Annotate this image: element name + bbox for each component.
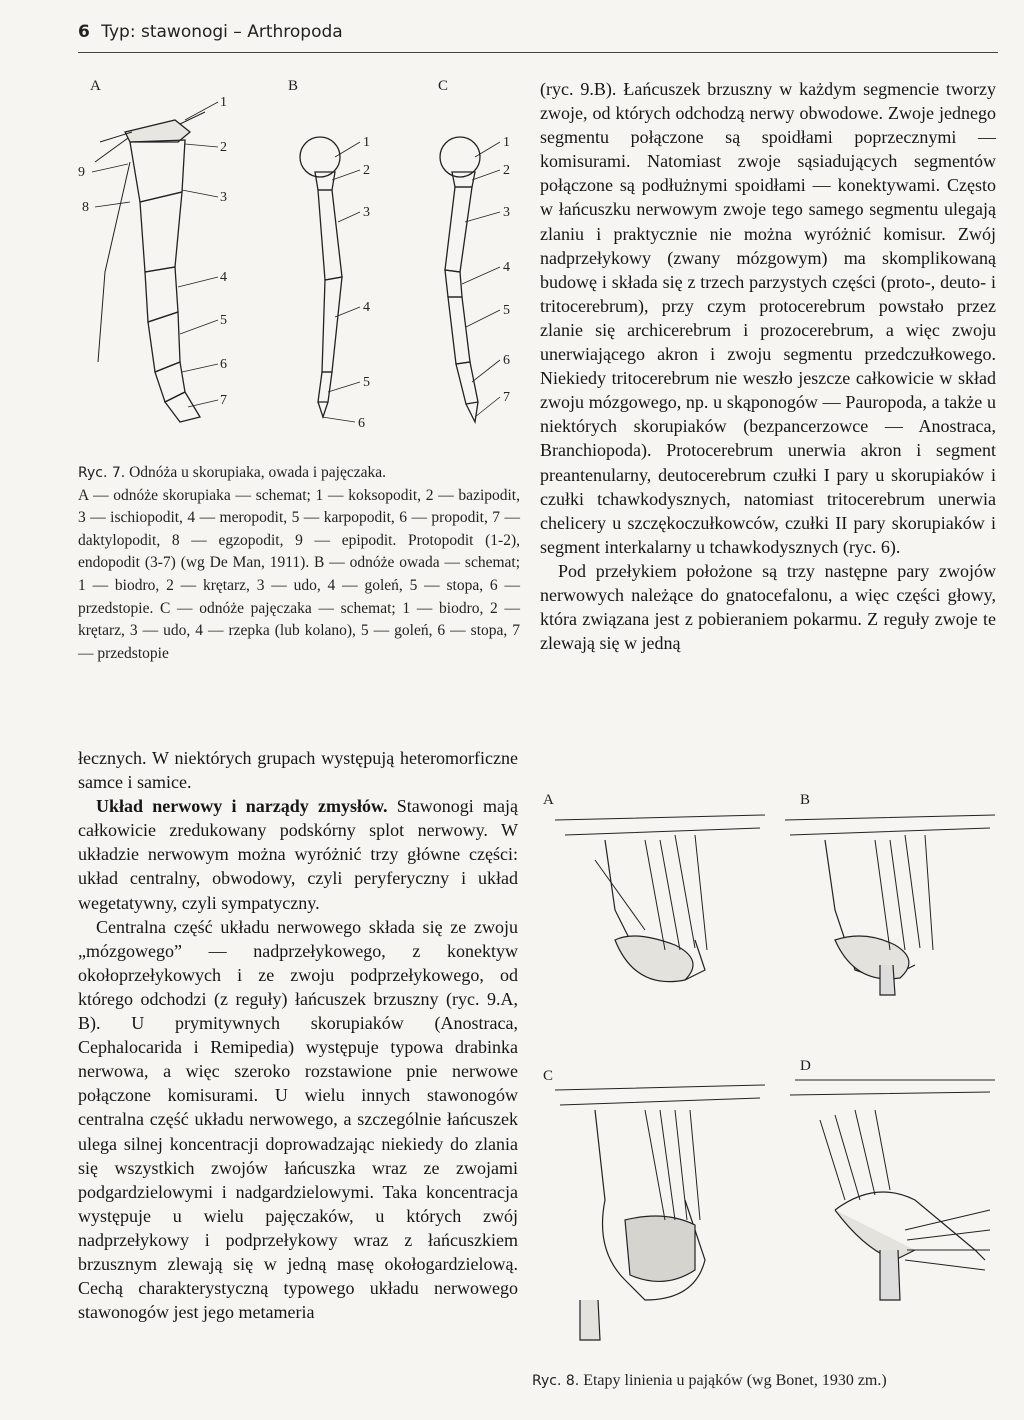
fig8-panel-D: D bbox=[800, 1058, 811, 1074]
fig7-C-label-2: 2 bbox=[503, 163, 510, 178]
fig7-C-label-1: 1 bbox=[503, 135, 510, 150]
panel-D-drawing bbox=[790, 1080, 995, 1300]
caption8-text: Etapy linienia u pająków (wg Bonet, 1930 zm.) bbox=[583, 1372, 887, 1389]
fig7-A-label-1: 1 bbox=[220, 95, 227, 110]
figure-7-legs bbox=[70, 72, 530, 462]
header-rule bbox=[78, 52, 998, 53]
fig7-panel-B: B bbox=[288, 78, 299, 94]
page-number: 6 bbox=[78, 22, 90, 42]
fig7-B-label-6: 6 bbox=[358, 416, 365, 431]
left-text-column bbox=[78, 746, 518, 1324]
left-paragraph-3: Centralna część układu nerwowego składa się ze zwoju „mózgowego” — nadprzełykowego, z konektyw okołoprzełykowych i ze zwoju podprzełykowego, od którego odchodzi (z reguły) łańcuszek brzuszny (ryc. 9.A, B). U prymitywnych skorupiaków (Anostraca, Cephalocarida i Remipedia) występuje typowa drabinka nerwowa, a więc szeroko rozstawione pnie nerwowe połączone komisurami. U wielu innych stawonogów centralna część układu nerwowego, a szczególnie łańcuszek ulega silnej koncentracji doprowadzając niekiedy do zlania się wszystkich zwojów łańcuszka wraz ze zwojami podgardzielowymi i nadgardzielowymi. Taka koncentracja występuje u wielu pajęczaków, u których zwój nadprzełykowy i podprzełykowy wraz z łańcuszkiem brzusznym zlewają się w jedną masę okołogardzielową. Cechą charakterystyczną typowego układu nerwowego stawonogów jest jego metameria bbox=[78, 916, 518, 1323]
caption7-title: Odnóża u skorupiaka, owada i pajęczaka. bbox=[129, 464, 387, 481]
caption7-label: Ryc. 7. bbox=[78, 465, 126, 481]
panel-C-drawing bbox=[555, 1085, 765, 1340]
fig7-C-label-5: 5 bbox=[503, 303, 510, 318]
fig8-panel-C: C bbox=[543, 1068, 554, 1084]
caption7-body: A — odnóże skorupiaka — schemat; 1 — koksopodit, 2 — bazipodit, 3 — ischiopodit, 4 — meropodit, 5 — karpopodit, 6 — propodit, 7 — daktylopodit, 8 — egzopodit, 9 — epipodit. Protopodit (1-2), endopodit (3-7) (wg De Man, 1911). B — odnóże owada — schemat; 1 — biodro, 2 — krętarz, 3 — udo, 4 — goleń, 5 — stopa, 6 — przedstopie. C — odnóże pajęczaka — schemat; 1 — biodro, 2 — krętarz, 3 — udo, 4 — rzepka (lub kolano), 5 — goleń, 6 — stopa, 7 — przedstopie bbox=[78, 486, 520, 662]
fig7-A-label-4: 4 bbox=[220, 270, 227, 285]
right-text-column bbox=[540, 77, 996, 655]
fig7-B-label-3: 3 bbox=[363, 205, 370, 220]
fig7-A-label-3: 3 bbox=[220, 190, 227, 205]
panel-B-drawing bbox=[785, 815, 995, 995]
section-heading: Układ nerwowy i narządy zmysłów. bbox=[96, 796, 388, 817]
fig7-A-label-2: 2 bbox=[220, 140, 227, 155]
fig7-panel-A: A bbox=[90, 78, 101, 94]
fig7-panel-C: C bbox=[438, 78, 449, 94]
fig8-panel-B: B bbox=[800, 792, 811, 808]
figure-7-caption bbox=[78, 462, 520, 665]
fig7-B-label-5: 5 bbox=[363, 375, 370, 390]
fig7-A-label-5: 5 bbox=[220, 313, 227, 328]
running-header bbox=[78, 22, 343, 42]
fig7-C-label-6: 6 bbox=[503, 353, 510, 368]
right-paragraph-1: (ryc. 9.B). Łańcuszek brzuszny w każdym segmencie tworzy zwoje, od których odchodzą nerwy obwodowe. Zwoje jednego segmentu połączone są spoidłami poprzecznymi — komisurami. Natomiast zwoje sąsiadujących segmentów połączone są podłużnymi spoidłami — konektywami. Często w łańcuszku nerwowym zwoje tego samego segmentu ulegają zlaniu i praktycznie nie można wyróżnić komisur. Zwój nadprzełykowy (zwany mózgowym) ma skomplikowaną budowę i składa się z trzech parzystych części (proto-, deuto- i tritocerebrum), przy czym protocerebrum powstało przez zlanie się archicerebrum i prozocerebrum, a więc zwoju unerwiającego akron i zwoju segmentu przedczułkowego. Niekiedy tritocerebrum nie weszło jeszcze całkowicie w skład zwoju mózgowego, np. u skąponogów — Pauropoda, a także u niektórych skorupiaków (bezpancerzowce — Anostraca, Branchiopoda). Protocerebrum unerwia akron i segment preantenularny, deutocerebrum czułki I pary u skorupiaków i czułki tchawkodysznych, natomiast tritocerebrum unerwia chelicery u szczękoczułkowców, czułki II pary skorupiaków i segment interkalarny u tchawkodysznych (ryc. 6). bbox=[540, 79, 996, 557]
fig7-A-label-7: 7 bbox=[220, 393, 227, 408]
fig7-C-label-7: 7 bbox=[503, 390, 510, 405]
fig7-A-label-6: 6 bbox=[220, 357, 227, 372]
fig7-B-label-2: 2 bbox=[363, 163, 370, 178]
panel-C-drawing bbox=[440, 137, 480, 422]
right-paragraph-2: Pod przełykiem położone są trzy następne pary zwojów nerwowych należące do gnatocefalonu, a więc części głowy, która związana jest z pobieraniem pokarmu. Z reguły zwoje te zlewają się w jedną bbox=[540, 560, 996, 654]
fig8-panel-A: A bbox=[543, 792, 554, 808]
caption8-label: Ryc. 8. bbox=[532, 1373, 580, 1389]
panel-A-drawing bbox=[555, 815, 765, 982]
fig7-B-label-4: 4 bbox=[363, 300, 370, 315]
header-title: Typ: stawonogi – Arthropoda bbox=[101, 22, 343, 42]
figure-8-molting bbox=[535, 780, 1000, 1355]
left-paragraph-2-text: Stawonogi mają całkowicie zredukowany podskórny splot nerwowy. W układzie nerwowym można wyróżnić trzy główne części: układ centralny, obwodowy, czyli peryferyczny i układ wegetatywny, czyli sympatyczny. bbox=[78, 796, 518, 913]
figure-8-caption bbox=[532, 1372, 1002, 1390]
fig7-C-label-4: 4 bbox=[503, 260, 510, 275]
left-paragraph-2 bbox=[78, 794, 518, 914]
fig7-C-label-3: 3 bbox=[503, 205, 510, 220]
left-paragraph-1: łecznych. W niektórych grupach występują heteromorficzne samce i samice. bbox=[78, 748, 518, 793]
panel-A-drawing bbox=[95, 112, 205, 422]
fig7-A-label-9: 9 bbox=[78, 165, 85, 180]
fig7-B-label-1: 1 bbox=[363, 135, 370, 150]
fig7-A-label-8: 8 bbox=[82, 200, 89, 215]
